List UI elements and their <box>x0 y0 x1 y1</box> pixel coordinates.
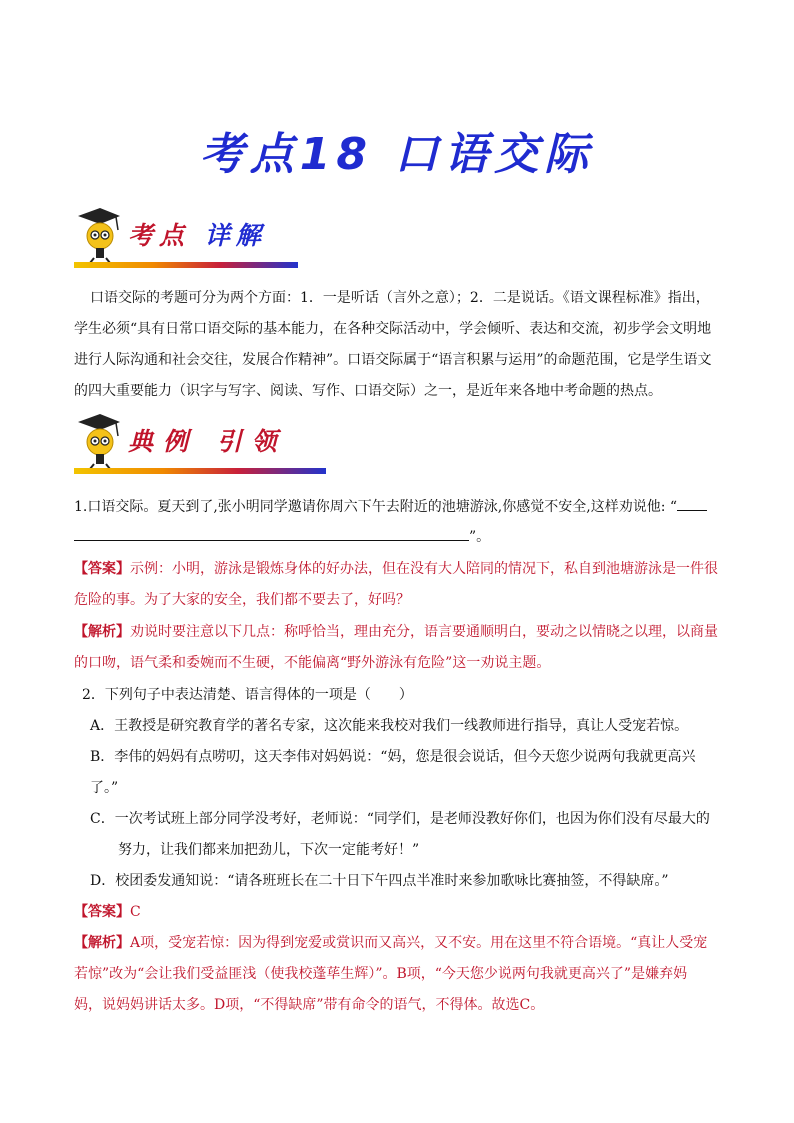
q1-analysis-continued: 的口吻，语气柔和委婉而不生硬，不能偏离“野外游泳有危险”这一劝说主题。 <box>74 655 551 671</box>
q2-option-b-continued: 了。” <box>90 780 119 796</box>
q2-option-a: A．王教授是研究教育学的著名专家，这次能来我校对我们一线教师进行指导，真让人受宠若惊。 <box>90 718 689 734</box>
section-underline <box>74 262 298 268</box>
page-title: 考点18 口语交际 <box>199 129 595 180</box>
mascot-graduate-icon <box>70 412 122 470</box>
analysis-tag: 【解析】 <box>74 624 130 640</box>
q2-analysis-continued: 妈，说妈妈讲话太多。D项，“不得缺席”带有命令的语气，不得体。故选C。 <box>74 997 545 1013</box>
intro-paragraph <box>74 283 722 407</box>
q2-answer <box>74 901 724 923</box>
q1-analysis <box>74 621 724 643</box>
section-label <box>128 216 267 252</box>
analysis-text: A项，受宠若惊：因为得到宠爱或赏识而又高兴，又不安。用在这里不符合语境。“真让人受宠 <box>130 935 708 951</box>
answer-blank <box>74 526 469 541</box>
section-label <box>128 422 287 458</box>
q2-analysis <box>74 932 724 954</box>
answer-text: C <box>130 904 141 920</box>
answer-tag: 【答案】 <box>74 904 130 920</box>
mascot-graduate-icon <box>70 206 122 264</box>
intro-line: 口语交际的考题可分为两个方面：1．一是听话（言外之意）；2．二是说话。《语文课程标准》指出， <box>90 290 710 306</box>
answer-tag: 【答案】 <box>74 561 130 577</box>
q2-option-d: D．校团委发通知说：“请各班班长在二十日下午四点半准时来参加歌咏比赛抽签，不得缺席。” <box>90 873 669 889</box>
section-label-b: 详解 <box>204 221 267 250</box>
intro-line: 学生必须“具有日常口语交际的基本能力，在各种交际活动中，学会倾听、表达和交流，初步学会文明地 <box>74 321 712 337</box>
q1-stem: 1.口语交际。夏天到了,张小明同学邀请你周六下午去附近的池塘游泳,你感觉不安全,这样劝说他: “ <box>74 496 724 518</box>
q2-analysis-continued: 若惊”改为“会让我们受益匪浅（使我校蓬荜生辉）”。B项，“今天您少说两句我就更高兴了”是嫌弃妈 <box>74 966 688 982</box>
answer-text: 示例：小明，游泳是锻炼身体的好办法，但在没有大人陪同的情况下，私自到池塘游泳是一件很 <box>130 561 718 577</box>
analysis-tag: 【解析】 <box>74 935 130 951</box>
intro-line: 的四大重要能力（识字与写字、阅读、写作、口语交际）之一，是近年来各地中考命题的热点。 <box>74 383 662 399</box>
section-label-b: 引领 <box>216 427 287 456</box>
q1-answer <box>74 558 724 580</box>
answer-blank <box>677 496 707 511</box>
q2-option-c-continued: 努力，让我们都来加把劲儿，下次一定能考好！” <box>118 842 420 858</box>
section-label-a: 典例 <box>128 427 199 456</box>
section-banner-kaodian <box>70 206 300 268</box>
q2-stem: 2．下列句子中表达清楚、语言得体的一项是（ ） <box>82 687 413 703</box>
intro-line: 进行人际沟通和社会交往，发展合作精神”。口语交际属于“语言积累与运用”的命题范围，它是学生语文 <box>74 352 712 368</box>
section-label-a: 考点 <box>128 221 191 250</box>
section-underline <box>74 468 326 474</box>
q2-option-c: C．一次考试班上部分同学没考好，老师说：“同学们，是老师没教好你们，也因为你们没有尽最大的 <box>90 811 710 827</box>
q1-stem-continued: ”。 <box>74 526 724 548</box>
q2-option-b: B．李伟的妈妈有点唠叨，这天李伟对妈妈说：“妈，您是很会说话，但今天您少说两句我就更高兴 <box>90 749 696 765</box>
q1-answer-continued: 危险的事。为了大家的安全，我们都不要去了，好吗？ <box>74 592 410 608</box>
section-banner-dianli <box>70 412 332 474</box>
analysis-text: 劝说时要注意以下几点：称呼恰当，理由充分，语言要通顺明白，要动之以情晓之以理，以商量 <box>130 624 718 640</box>
